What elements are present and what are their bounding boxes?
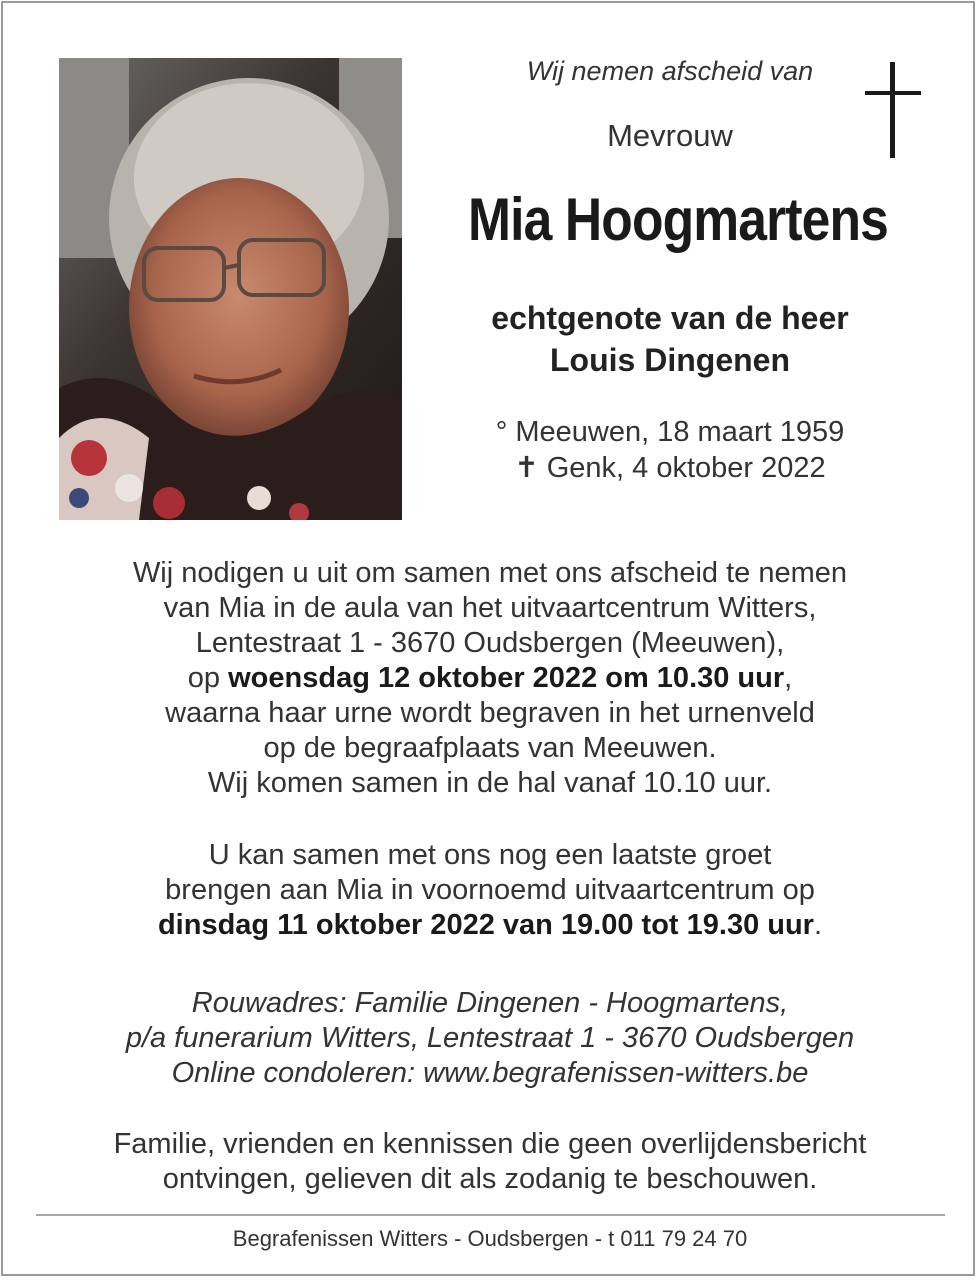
footer-divider (36, 1214, 945, 1216)
invitation-paragraph (40, 556, 940, 801)
invitation-line-1: Wij nodigen u uit om samen met ons afscheid te nemen (132, 557, 848, 589)
birth-date: ° Meeuwen, 18 maart 1959 (495, 416, 845, 448)
invitation-line-4 (40, 661, 940, 696)
visitation-line-3-suffix: . (813, 909, 823, 941)
spouse-line-2: Louis Dingenen (550, 342, 790, 378)
funeral-home-footer: Begrafenissen Witters - Oudsbergen - t 011 79 24 70 (232, 1226, 748, 1251)
visitation-line-3 (40, 908, 940, 943)
invitation-line-4-prefix: op (187, 662, 229, 694)
notice-line-1: Familie, vrienden en kennissen die geen overlijdensbericht (113, 1128, 867, 1160)
spouse-info (420, 297, 920, 381)
address-line-1: Rouwadres: Familie Dingenen - Hoogmartens, (191, 987, 789, 1019)
title-prefix: Mevrouw (607, 118, 733, 153)
invitation-line-6: op de begraafplaats van Meeuwen. (263, 732, 717, 764)
visitation-line-2: brengen aan Mia in voornoemd uitvaartcentrum op (165, 874, 815, 906)
life-dates (420, 414, 920, 486)
death-date: ✝ Genk, 4 oktober 2022 (514, 452, 826, 484)
notice-line-2: ontvingen, gelieven dit als zodanig te beschouwen. (162, 1163, 818, 1195)
visitation-line-1: U kan samen met ons nog een laatste groet (208, 839, 772, 871)
invitation-line-3: Lentestraat 1 - 3670 Oudsbergen (Meeuwen), (195, 627, 785, 659)
deceased-name: Mia Hoogmartens (467, 186, 889, 253)
invitation-line-5: waarna haar urne wordt begraven in het urnenveld (165, 697, 815, 729)
invitation-line-4-suffix: , (784, 662, 793, 694)
spouse-line-1: echtgenote van de heer (491, 300, 849, 336)
condolence-link[interactable]: Online condoleren: www.begrafenissen-witters.be (171, 1057, 809, 1089)
mourning-address (40, 986, 940, 1091)
portrait-photo (59, 58, 402, 520)
visitation-paragraph (40, 838, 940, 943)
invitation-line-2: van Mia in de aula van het uitvaartcentrum Witters, (163, 592, 817, 624)
address-line-2: p/a funerarium Witters, Lentestraat 1 - 3670 Oudsbergen (125, 1022, 855, 1054)
visitation-datetime: dinsdag 11 oktober 2022 van 19.00 tot 19.30 uur (157, 909, 814, 941)
notice-paragraph (40, 1127, 940, 1197)
ceremony-datetime: woensdag 12 oktober 2022 om 10.30 uur (228, 662, 785, 694)
invitation-line-7: Wij komen samen in de hal vanaf 10.10 uur. (207, 767, 773, 799)
intro-text: Wij nemen afscheid van (526, 56, 814, 86)
